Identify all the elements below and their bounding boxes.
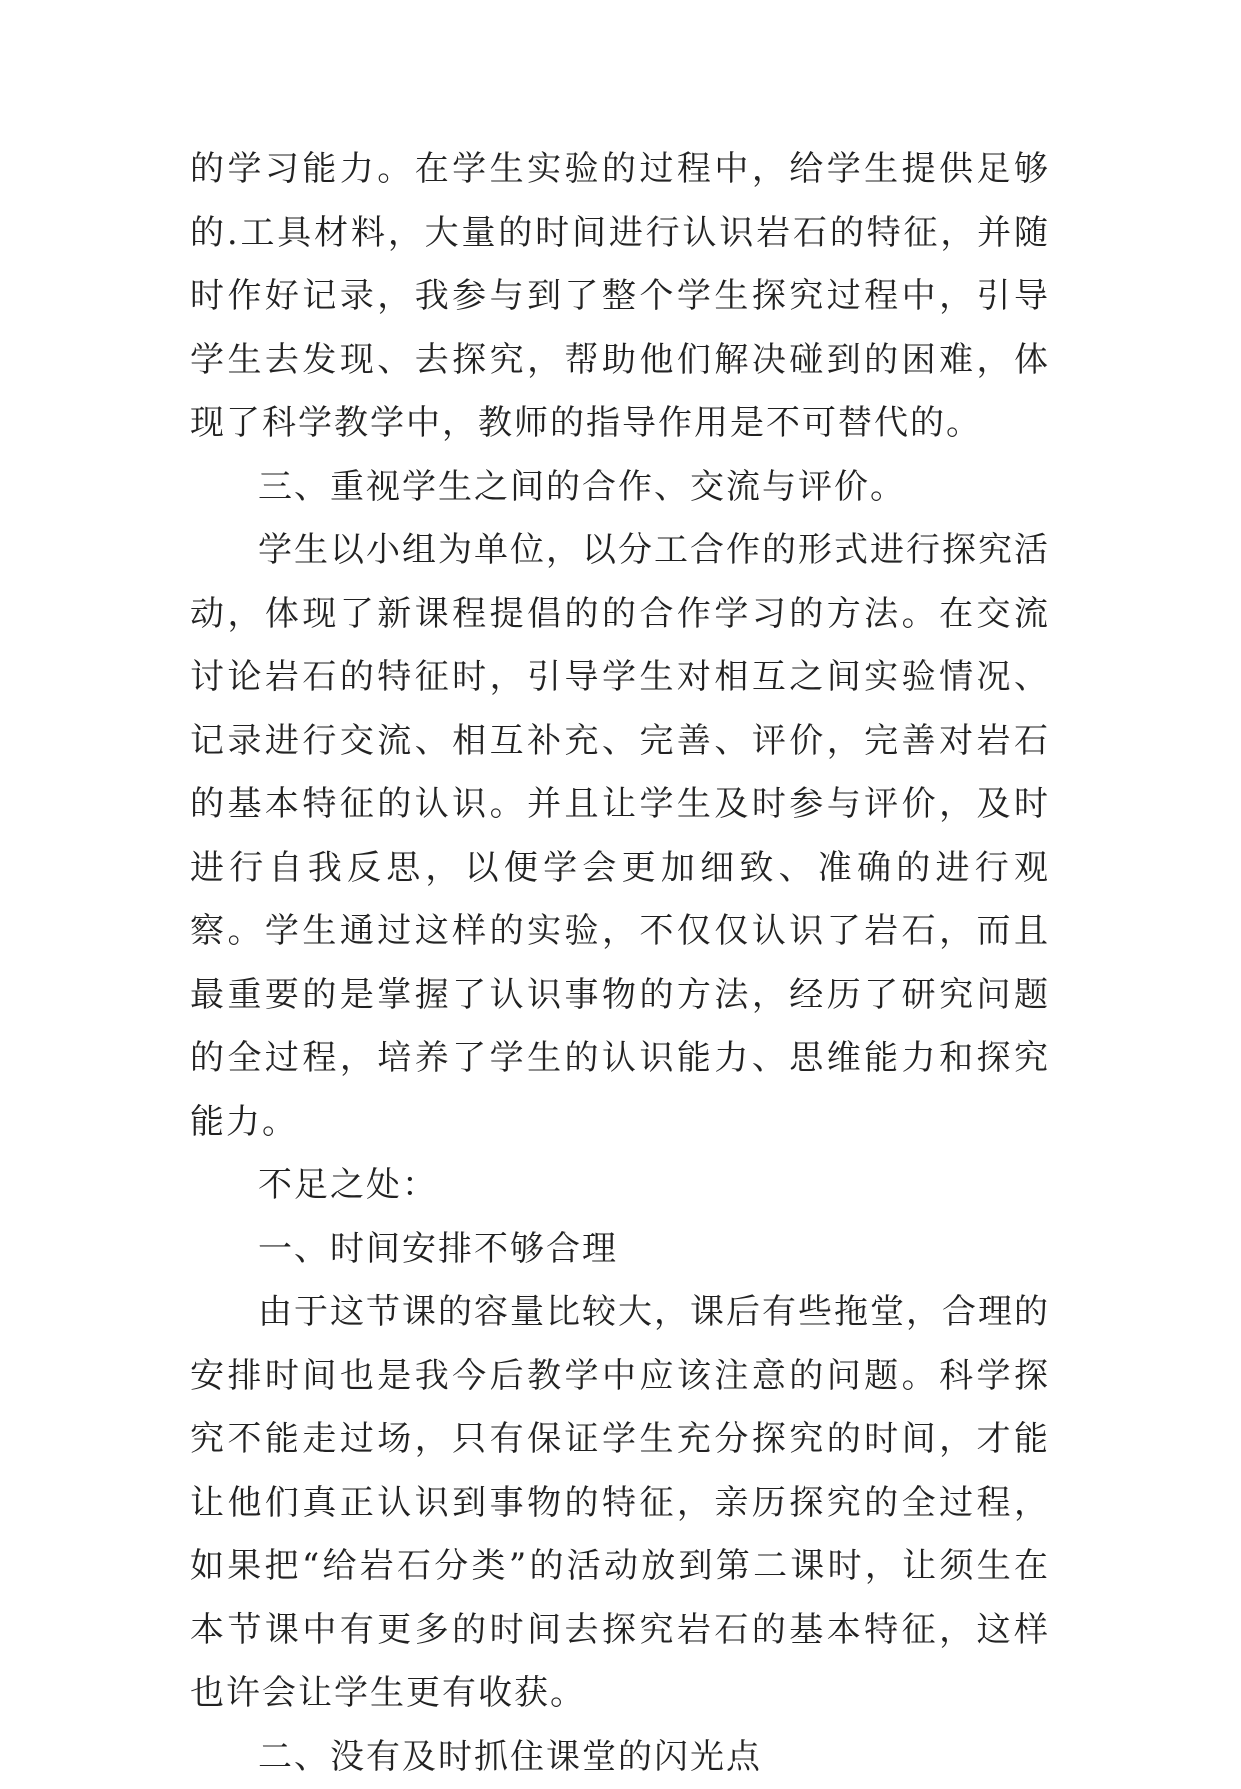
paragraph-continuation: 的学习能力。在学生实验的过程中，给学生提供足够的.工具材料，大量的时间进行认识岩石的特征，并随时作好记录，我参与到了整个学生探究过程中，引导学生去发现、去探究，帮助他们解决碰到的困难，体现了科学教学中，教师的指导作用是不可替代的。	[190, 138, 1050, 456]
paragraph-cooperation: 学生以小组为单位，以分工合作的形式进行探究活动，体现了新课程提倡的的合作学习的方法。在交流讨论岩石的特征时，引导学生对相互之间实验情况、记录进行交流、相互补充、完善、评价，完善对岩石的基本特征的认识。并且让学生及时参与评价，及时进行自我反思，以便学会更加细致、准确的进行观察。学生通过这样的实验，不仅仅认识了岩石，而且最重要的是掌握了认识事物的方法，经历了研究问题的全过程，培养了学生的认识能力、思维能力和探究能力。	[190, 519, 1050, 1154]
section-heading-3: 三、重视学生之间的合作、交流与评价。	[190, 456, 1050, 520]
paragraph-time-arrangement: 由于这节课的容量比较大，课后有些拖堂，合理的安排时间也是我今后教学中应该注意的问题。科学探究不能走过场，只有保证学生充分探究的时间，才能让他们真正认识到事物的特征，亲历探究的全过程，如果把“给岩石分类”的活动放到第二课时，让须生在本节课中有更多的时间去探究岩石的基本特征，这样也许会让学生更有收获。	[190, 1281, 1050, 1726]
section-heading-1: 一、时间安排不够合理	[190, 1218, 1050, 1282]
shortcomings-heading: 不足之处：	[190, 1154, 1050, 1218]
document-body	[190, 138, 1050, 1789]
section-heading-2: 二、没有及时抓住课堂的闪光点	[190, 1726, 1050, 1789]
